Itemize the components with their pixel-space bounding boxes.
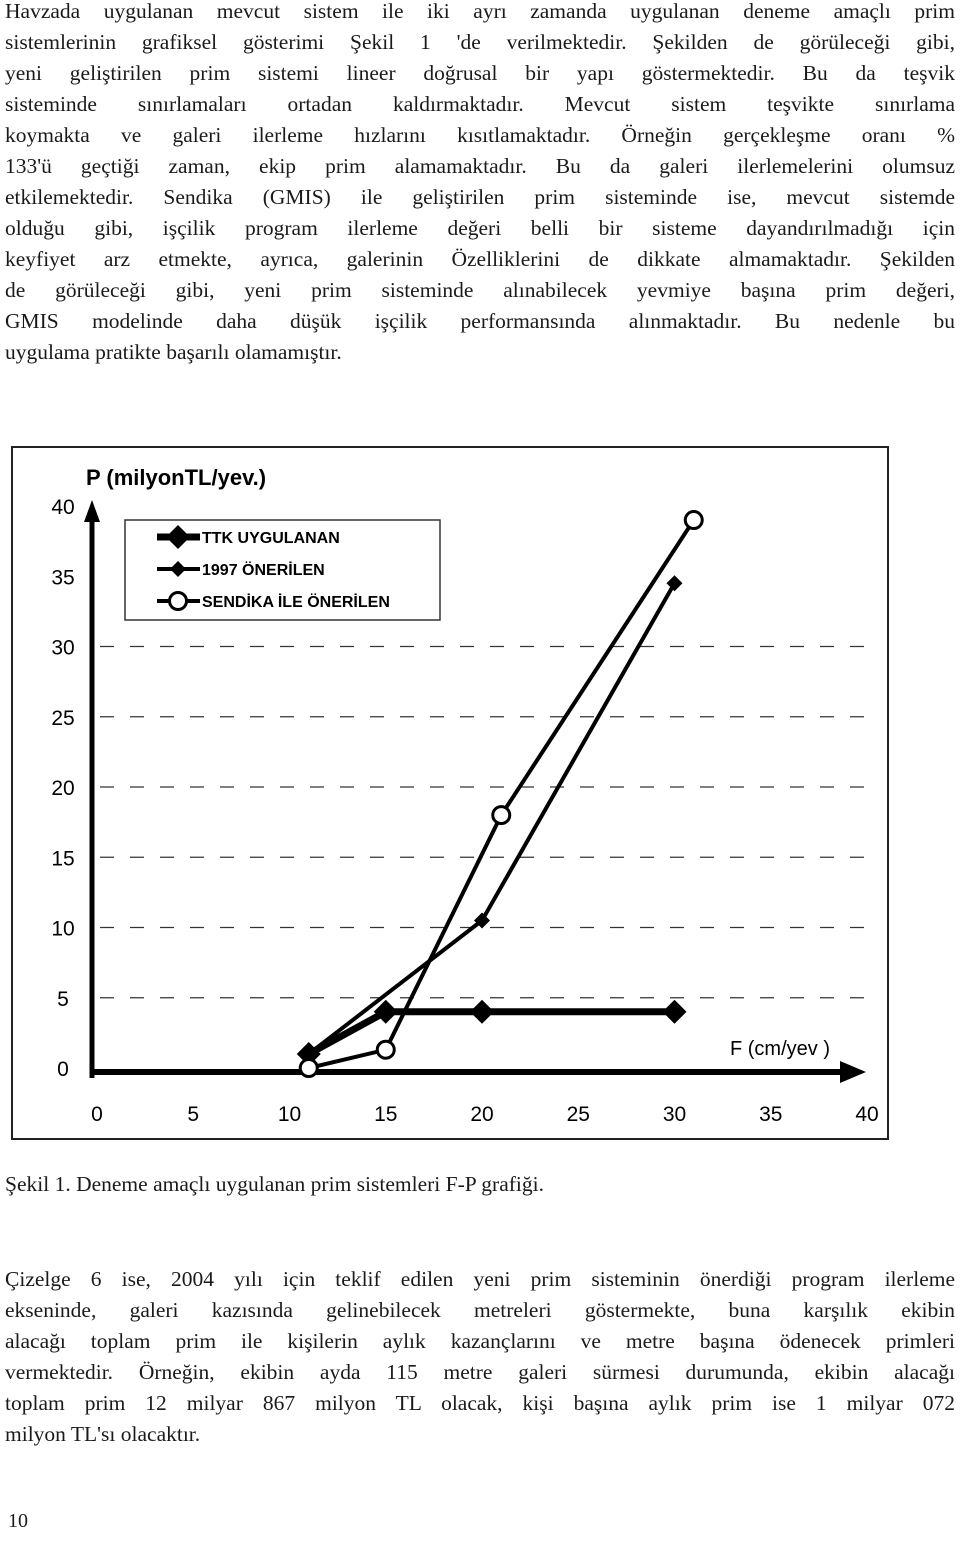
text-line: uygulama pratikte başarılı olamamıştır. bbox=[5, 340, 342, 364]
y-tick-label: 10 bbox=[51, 917, 75, 941]
y-tick-label: 0 bbox=[57, 1058, 69, 1081]
data-point-circle bbox=[377, 1041, 394, 1058]
data-point-circle bbox=[300, 1060, 317, 1077]
y-tick-label: 15 bbox=[51, 847, 75, 871]
text-line: keyfiyet arz etmekte, ayrıca, galerinin Özelliklerini de dikkate almamaktadır. Şekilden bbox=[5, 247, 955, 271]
page-number: 10 bbox=[8, 1510, 28, 1532]
x-tick-label: 5 bbox=[187, 1103, 200, 1126]
legend-label: SENDİKA İLE ÖNERİLEN bbox=[202, 594, 390, 611]
text-line: toplam prim 12 milyar 867 milyon TL olacak, kişi başına aylık prim ise 1 milyar 072 bbox=[5, 1391, 955, 1415]
data-point-circle bbox=[170, 593, 187, 610]
legend-label: TTK UYGULANAN bbox=[202, 530, 340, 547]
x-tick-label: 35 bbox=[759, 1103, 783, 1126]
body-paragraph-2 bbox=[5, 1264, 955, 1450]
text-line: etkilemektedir. Sendika (GMIS) ile geliştirilen prim sisteminde ise, mevcut sistemde bbox=[5, 185, 955, 209]
text-line: olduğu gibi, işçilik program ilerleme değeri belli bir sisteme dayandırılmadığı için bbox=[5, 216, 955, 240]
y-axis-title: P (milyonTL/yev.) bbox=[86, 465, 267, 490]
y-tick-label: 40 bbox=[51, 496, 75, 519]
y-tick-label: 30 bbox=[51, 636, 75, 660]
x-tick-label: 15 bbox=[374, 1103, 398, 1126]
figure-1-chart bbox=[0, 440, 900, 1150]
data-point-circle bbox=[685, 512, 702, 529]
text-line: de görüleceği gibi, yeni prim sisteminde alınabilecek yevmiye başına prim değeri, bbox=[5, 278, 955, 302]
legend-label: 1997 ÖNERİLEN bbox=[202, 562, 325, 579]
data-point-circle bbox=[493, 807, 510, 824]
text-line: sistemlerinin grafiksel gösterimi Şekil 1 'de verilmektedir. Şekilden de görüleceği gibi, bbox=[5, 30, 955, 54]
figure-caption: Şekil 1. Deneme amaçlı uygulanan prim sistemleri F-P grafiği. bbox=[5, 1172, 544, 1196]
x-tick-label: 20 bbox=[470, 1103, 494, 1126]
x-tick-label: 40 bbox=[855, 1103, 879, 1126]
text-line: milyon TL'sı olacaktır. bbox=[5, 1422, 201, 1446]
text-line: ekseninde, galeri kazısında gelinebilecek metreleri göstermekte, buna karşılık ekibin bbox=[5, 1298, 955, 1322]
y-tick-label: 20 bbox=[51, 777, 75, 800]
x-tick-label: 0 bbox=[91, 1103, 103, 1126]
x-tick-label: 25 bbox=[566, 1103, 590, 1126]
x-axis-title: F (cm/yev ) bbox=[730, 1038, 830, 1060]
body-paragraph-1 bbox=[5, 0, 955, 368]
text-line: GMIS modelinde daha düşük işçilik performansında alınmaktadır. Bu nedenle bu bbox=[5, 309, 955, 333]
x-tick-label: 10 bbox=[277, 1103, 302, 1126]
text-line: 133'ü geçtiği zaman, ekip prim alamamaktadır. Bu da galeri ilerlemelerini olumsuz bbox=[5, 154, 955, 178]
x-tick-label: 30 bbox=[662, 1103, 687, 1126]
text-line: koymakta ve galeri ilerleme hızlarını kısıtlamaktadır. Örneğin gerçekleşme oranı % bbox=[5, 123, 955, 147]
text-line: Havzada uygulanan mevcut sistem ile iki ayrı zamanda uygulanan deneme amaçlı prim bbox=[5, 0, 955, 23]
text-line: sisteminde sınırlamaları ortadan kaldırmaktadır. Mevcut sistem teşvikte sınırlama bbox=[5, 92, 955, 116]
legend bbox=[125, 520, 440, 620]
text-line: vermektedir. Örneğin, ekibin ayda 115 metre galeri sürmesi durumunda, ekibin alacağı bbox=[5, 1360, 955, 1384]
y-tick-label: 35 bbox=[51, 566, 75, 590]
text-line: yeni geliştirilen prim sistemi lineer doğrusal bir yapı göstermektedir. Bu da teşvik bbox=[5, 61, 955, 85]
text-line: Çizelge 6 ise, 2004 yılı için teklif edilen yeni prim sisteminin önerdiği program ilerleme bbox=[5, 1267, 955, 1291]
text-line: alacağı toplam prim ile kişilerin aylık kazançlarını ve metre başına ödenecek primleri bbox=[5, 1329, 955, 1353]
y-tick-label: 5 bbox=[57, 987, 69, 1011]
y-tick-label: 25 bbox=[51, 706, 75, 730]
